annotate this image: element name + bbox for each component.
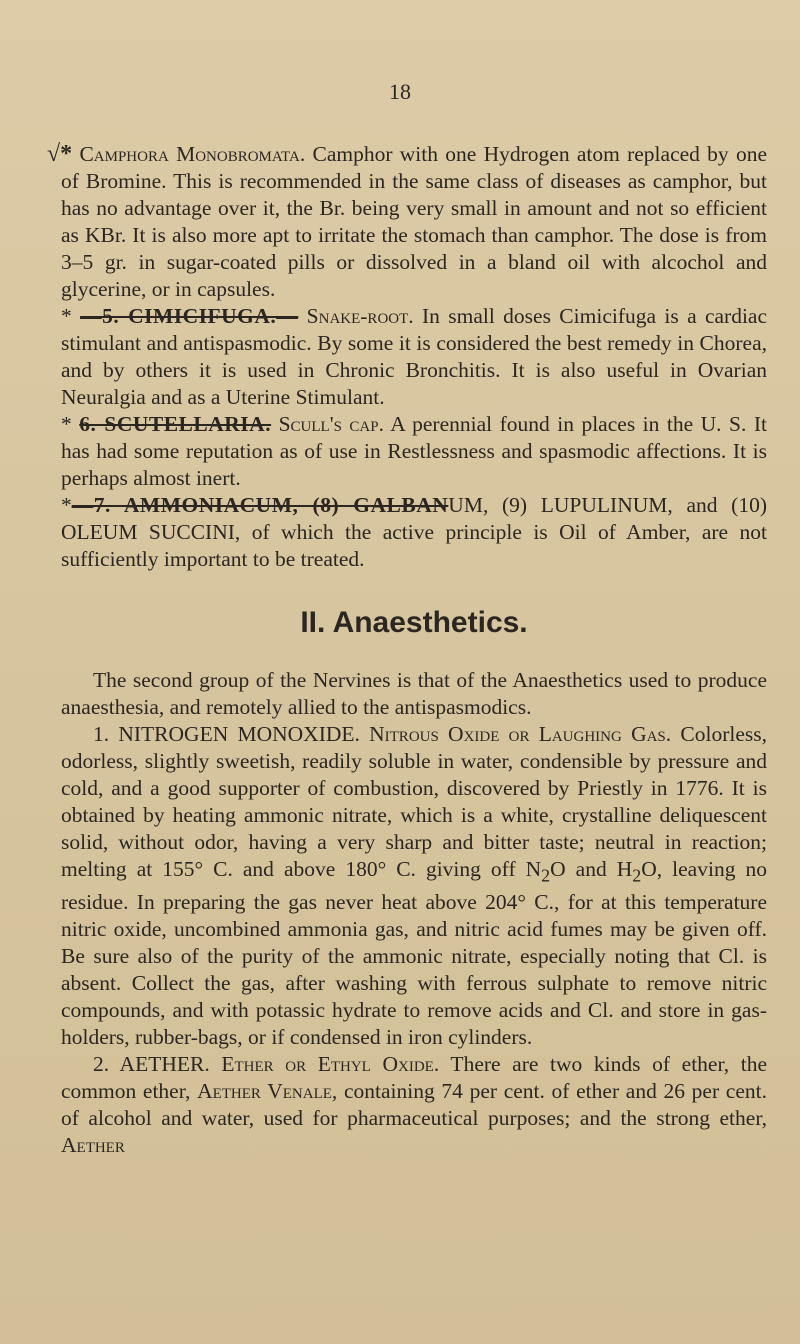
entry-body: UM, (9) LUPULINUM, and (10) OLEUM SUCCINI, of which the active principle is Oil of Amber, are not sufficiently important to be treated. [61, 493, 767, 571]
entry-body: In small doses Cimicifuga is a cardiac stimulant and antispasmodic. By some it is considered the best remedy in Chorea, and by others it is used in Chronic Bronchitis. It is also useful in Ovarian Neuralgia and as a Uterine Stimulant. [61, 304, 768, 409]
aether-venale-term: Aether Venale [197, 1079, 332, 1104]
subscript: 2 [541, 865, 551, 886]
struck-heading: —7. AMMONIACUM, (8) GALBAN [71, 493, 449, 517]
entry-body: Colorless, odorless, slightly sweetish, readily soluble in water, condensible by pressure and cold, and a good supporter of combustion, discovered by Priestly in 1776. It is obtained by heating ammonic nitrate, which is a white, crystalline deliquescent solid, without odor, having a very sharp and bitter taste; neutral in reaction; melting at 155° C. and above 180° C. giving off N [61, 722, 767, 881]
aether-term: Aether [61, 1133, 125, 1158]
paragraph-nitrogen [61, 721, 767, 1051]
entry-body: O, leaving no residue. In preparing the gas never heat above 204° C., for at this temperature nitric oxide, uncombined ammonia gas, and nitric acid fumes may be given off. Be sure also of the purity of the ammonic nitrate, especially noting that Cl. is absent. Collect the gas, after washing with ferrous sulphate to remove nitric compounds, and with potassic hydrate to remove acids and Cl. and store in gas-holders, rubber-bags, or if condensed in iron cylinders. [61, 857, 767, 1050]
entry-lead: 1. NITROGEN MONOXIDE. [93, 722, 360, 746]
paragraph-aether [61, 1051, 767, 1159]
entry-lead: 2. AETHER. [93, 1052, 210, 1077]
asterisk-mark: * [61, 493, 72, 517]
paragraph-cimicifuga [61, 303, 767, 411]
entry-title: Camphora Monobromata. [79, 142, 306, 166]
entry-body: O and H [550, 857, 633, 881]
page-text [47, 141, 768, 1159]
entry-title: Ether or Ethyl Oxide. [209, 1052, 440, 1077]
asterisk-mark: * [61, 412, 80, 436]
entry-body: , containing 74 per cent. of ether and 26 per cent. of alcohol and water, used for pharmaceutical purposes; and the strong ether, [61, 1079, 767, 1131]
handwritten-check-mark: √* [47, 141, 73, 167]
struck-heading: —5. CIMICIFUGA.— [80, 304, 299, 328]
entry-title: Scull's cap. [271, 412, 384, 436]
entry-body: A perennial found in places in the U. S. It has had some reputation as of use in Restlessness and spasmodic affections. It is perhaps almost inert. [61, 412, 768, 490]
page-number: 18 [389, 79, 411, 104]
paragraph-intro: The second group of the Nervines is that of the Anaesthetics used to produce anaesthesia, and remotely allied to the antispasmodics. [61, 668, 767, 719]
asterisk-mark: * [61, 304, 81, 328]
entry-body: Camphor with one Hydrogen atom replaced by one of Bromine. This is recommended in the same class of diseases as camphor, but has no advantage over it, the Br. being very small in amount and not so efficient as KBr. It is also more apt to irritate the stomach than camphor. The dose is from 3–5 gr. in sugar-coated pills or dissolved in a bland oil with alcochol and glycerine, or in capsules. [61, 142, 767, 301]
paragraph-camphora [47, 141, 767, 303]
entry-title: Snake-root. [298, 304, 414, 328]
struck-heading: 6. SCUTELLARIA. [79, 412, 272, 436]
paragraph-ammoniacum [61, 492, 767, 573]
entry-title: Nitrous Oxide or Laughing Gas. [359, 722, 672, 746]
subscript: 2 [632, 865, 642, 886]
paragraph-scutellaria [61, 411, 767, 492]
section-heading: II. Anaesthetics. [300, 606, 528, 639]
entry-body: There are two kinds of ether, the common ether, [61, 1052, 768, 1104]
